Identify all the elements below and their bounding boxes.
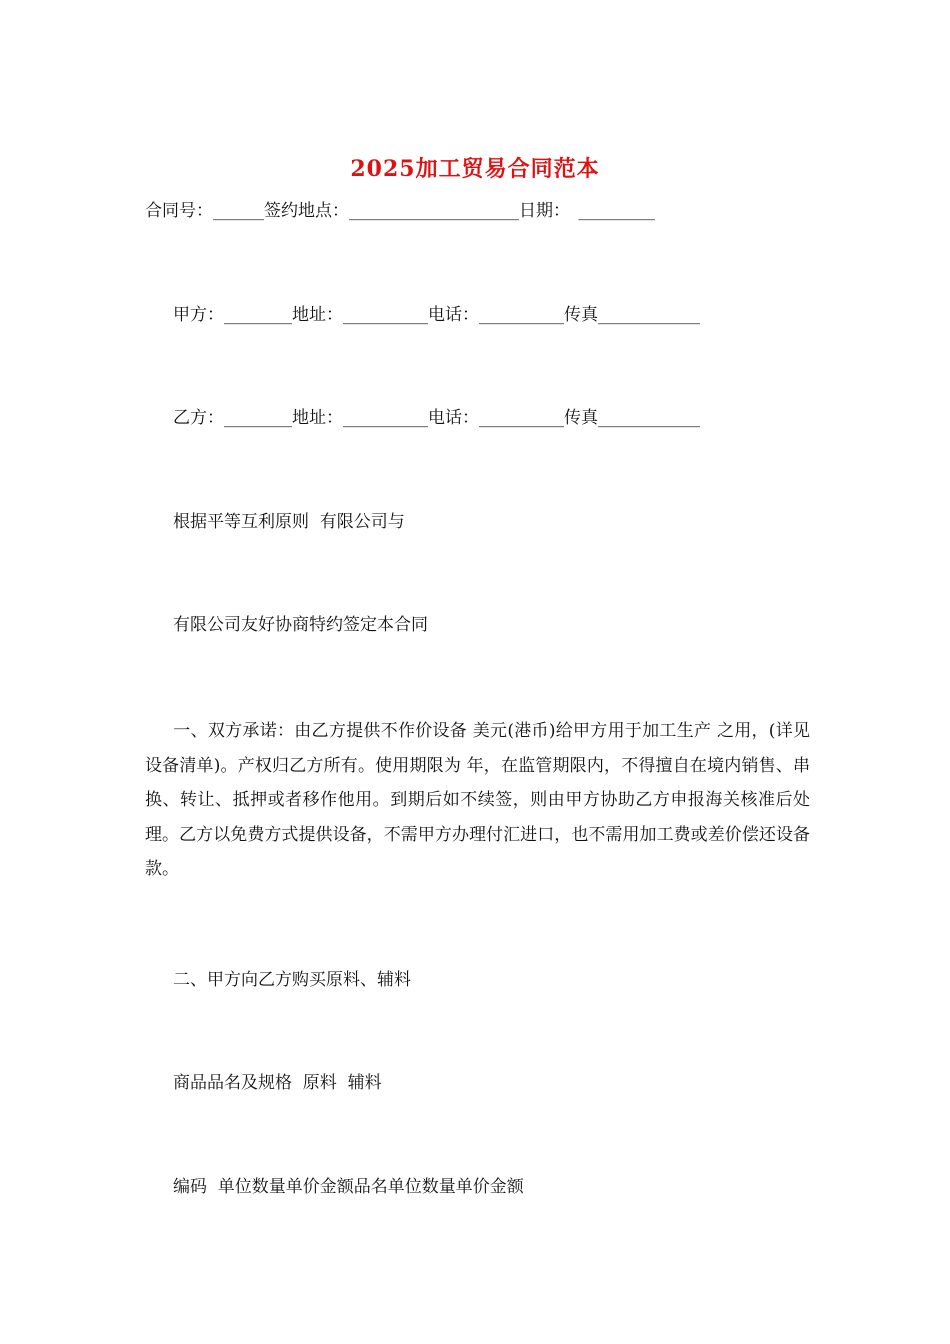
clause-1-text: 一、双方承诺：由乙方提供不作价设备 美元(港币)给甲方用于加工生产 之用，(详见设备清单)。产权归乙方所有。使用期限为 年，在监管期限内，不得擅自在境内销售、串换、转让、抵押或者移作他用。到期后如不续签，则由甲方协助乙方申报海关核准后处理。乙方以免费方式提供设备，不需甲方办理付汇进口，也不需用加工费或差价偿还设备款。 [145, 721, 810, 879]
clause-2-heading: 二、甲方向乙方购买原料、辅料 [173, 970, 411, 990]
clause-1-paragraph [145, 714, 810, 887]
intro-line-2: 有限公司友好协商特约签定本合同 [173, 615, 428, 635]
intro-line-1: 根据平等互利原则 有限公司与 [173, 512, 405, 532]
goods-header-line: 商品品名及规格 原料 辅料 [173, 1073, 382, 1093]
document-title: 2025加工贸易合同范本 [350, 156, 600, 182]
contract-header-line: 合同号：______签约地点：____________________日期： _________ [145, 201, 655, 221]
party-b-line: 乙方：________地址：__________电话：__________传真____________ [173, 408, 700, 428]
columns-header-line: 编码 单位数量单价金额品名单位数量单价金额 [173, 1177, 524, 1197]
party-a-line: 甲方：________地址：__________电话：__________传真____________ [173, 305, 700, 325]
